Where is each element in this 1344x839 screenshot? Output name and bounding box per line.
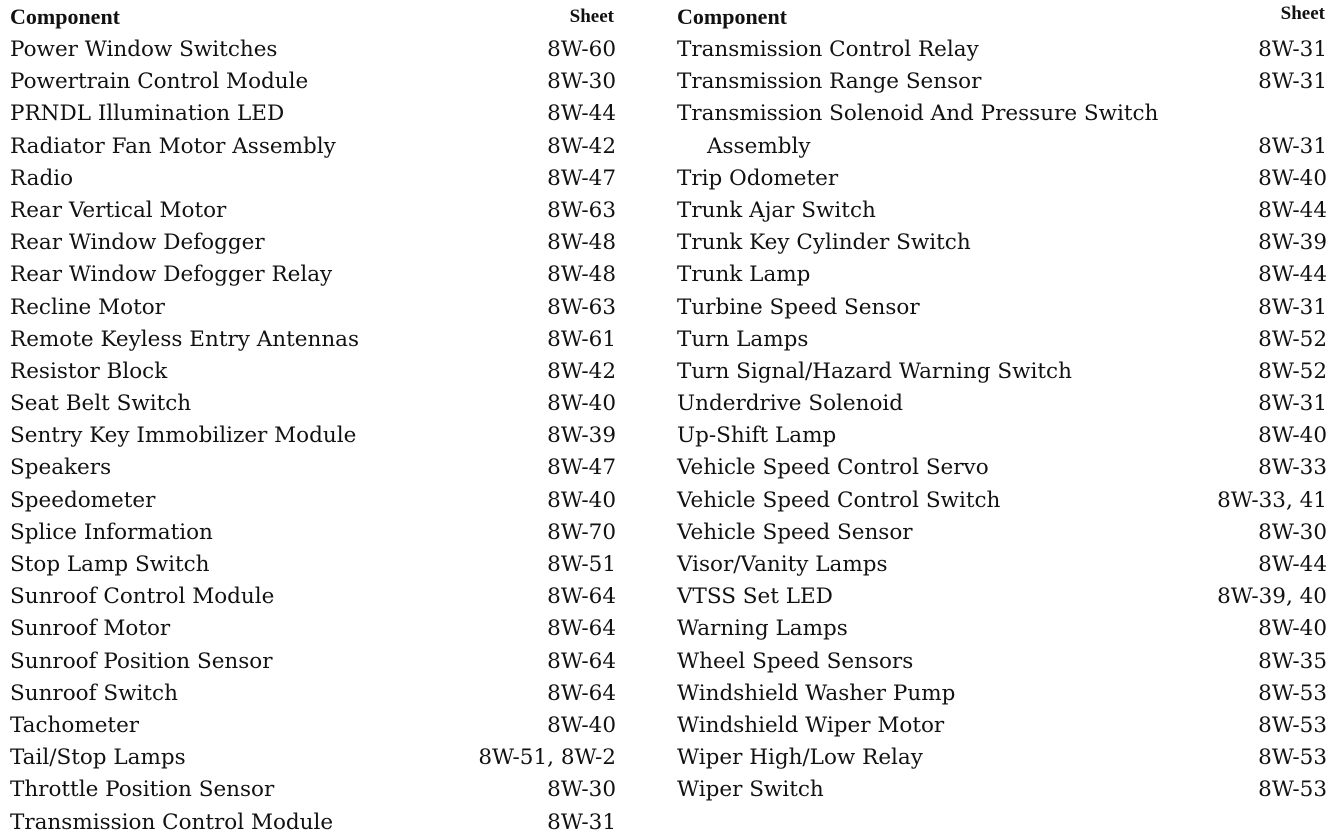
- dot-leader: [119, 473, 539, 474]
- dot-leader: [896, 570, 1251, 571]
- index-entry: [677, 742, 1327, 774]
- index-entry: [10, 98, 616, 130]
- component-name: Vehicle Speed Control Servo: [677, 455, 989, 481]
- sheet-ref: 8W-64: [547, 616, 616, 642]
- sheet-ref: 8W-39: [1258, 230, 1327, 256]
- component-name: Wiper Switch: [677, 777, 824, 803]
- column-header: [10, 0, 616, 34]
- dot-leader: [952, 731, 1250, 732]
- sheet-ref: 8W-44: [1258, 197, 1327, 223]
- index-entry: [677, 34, 1327, 66]
- dot-leader: [199, 409, 539, 410]
- dot-leader: [818, 280, 1250, 281]
- dot-leader: [928, 313, 1251, 314]
- dot-leader: [997, 473, 1251, 474]
- header-component: Component: [677, 4, 788, 29]
- component-name: Splice Information: [10, 519, 213, 545]
- sheet-ref: 8W-47: [547, 165, 616, 191]
- dot-leader: [273, 248, 540, 249]
- component-name: Speakers: [10, 455, 112, 481]
- dot-leader: [285, 55, 539, 56]
- dot-leader: [931, 763, 1250, 764]
- component-name: Throttle Position Sensor: [10, 777, 275, 803]
- sheet-ref: 8W-31: [1258, 294, 1327, 320]
- sheet-ref: 8W-53: [1258, 680, 1327, 706]
- index-entry: [10, 581, 616, 613]
- component-name: Trip Odometer: [677, 165, 839, 191]
- sheet-ref: 8W-64: [547, 680, 616, 706]
- component-name: Transmission Range Sensor: [677, 69, 982, 95]
- component-name: Sunroof Position Sensor: [10, 648, 273, 674]
- dot-leader: [178, 634, 539, 635]
- index-entry: [677, 66, 1327, 98]
- component-name: Up-Shift Lamp: [677, 423, 837, 449]
- index-entry: [677, 420, 1327, 452]
- dot-leader: [987, 55, 1250, 56]
- dot-leader: [832, 795, 1250, 796]
- index-entry: [677, 98, 1327, 130]
- index-entry: [677, 227, 1327, 259]
- index-entry: [10, 66, 616, 98]
- index-entry: [10, 452, 616, 484]
- dot-leader: [282, 795, 539, 796]
- component-name: Vehicle Speed Sensor: [677, 519, 913, 545]
- dot-leader: [367, 345, 539, 346]
- sheet-ref: 8W-33, 41: [1217, 487, 1327, 513]
- component-name: Transmission Control Module: [10, 809, 334, 835]
- index-entry: [10, 646, 616, 678]
- entry-list: [10, 34, 616, 839]
- index-entry: [10, 420, 616, 452]
- sheet-ref: 8W-40: [1258, 423, 1327, 449]
- entry-list: [677, 34, 1327, 807]
- index-column-right: [677, 0, 1327, 807]
- index-entry: [677, 774, 1327, 806]
- dot-leader: [364, 441, 539, 442]
- sheet-ref: 8W-31: [1258, 391, 1327, 417]
- index-entry: [10, 259, 616, 291]
- sheet-ref: 8W-63: [547, 197, 616, 223]
- index-entry: [10, 807, 616, 839]
- sheet-ref: 8W-64: [547, 648, 616, 674]
- component-name: Sunroof Motor: [10, 616, 171, 642]
- component-name: Transmission Solenoid And Pressure Switch: [677, 101, 1159, 127]
- dot-leader: [173, 313, 539, 314]
- component-name: Trunk Ajar Switch: [677, 197, 876, 223]
- sheet-ref: 8W-39, 40: [1217, 584, 1327, 610]
- dot-leader: [234, 216, 539, 217]
- component-name: VTSS Set LED: [677, 584, 833, 610]
- component-name: Vehicle Speed Control Switch: [677, 487, 1001, 513]
- component-name: Windshield Wiper Motor: [677, 712, 945, 738]
- sheet-ref: 8W-40: [547, 712, 616, 738]
- dot-leader: [340, 280, 539, 281]
- component-name: Rear Vertical Motor: [10, 197, 227, 223]
- dot-leader: [856, 634, 1250, 635]
- sheet-ref: 8W-31: [1258, 69, 1327, 95]
- dot-leader: [1008, 506, 1209, 507]
- sheet-ref: 8W-40: [547, 391, 616, 417]
- sheet-ref: 8W-53: [1258, 712, 1327, 738]
- index-entry: [677, 646, 1327, 678]
- dot-leader: [911, 409, 1250, 410]
- dot-leader: [921, 667, 1250, 668]
- index-entry: [677, 324, 1327, 356]
- index-entry: [677, 292, 1327, 324]
- sheet-ref: 8W-42: [547, 133, 616, 159]
- header-component: Component: [10, 4, 121, 29]
- component-name: Tail/Stop Lamps: [10, 745, 186, 771]
- sheet-ref: 8W-63: [547, 294, 616, 320]
- dot-leader: [979, 248, 1250, 249]
- component-name: Sunroof Control Module: [10, 584, 275, 610]
- index-entry: [10, 710, 616, 742]
- dot-leader: [989, 87, 1250, 88]
- dot-leader: [281, 667, 540, 668]
- sheet-ref: 8W-30: [547, 777, 616, 803]
- component-name: PRNDL Illumination LED: [10, 101, 285, 127]
- component-name: Sunroof Switch: [10, 680, 178, 706]
- dot-leader: [819, 152, 1251, 153]
- component-name: Speedometer: [10, 487, 156, 513]
- component-name: Trunk Lamp: [677, 262, 811, 288]
- component-name: Radiator Fan Motor Assembly: [10, 133, 336, 159]
- index-entry: [677, 388, 1327, 420]
- index-entry: [10, 517, 616, 549]
- index-entry: [10, 131, 616, 163]
- component-name: Warning Lamps: [677, 616, 848, 642]
- dot-leader: [194, 763, 471, 764]
- dot-leader: [921, 538, 1251, 539]
- sheet-ref: 8W-47: [547, 455, 616, 481]
- index-entry: [10, 485, 616, 517]
- index-entry: [677, 452, 1327, 484]
- dot-leader: [221, 538, 539, 539]
- index-entry: [677, 517, 1327, 549]
- component-name: Radio: [10, 165, 74, 191]
- sheet-ref: 8W-48: [547, 230, 616, 256]
- index-entry: [10, 195, 616, 227]
- sheet-ref: 8W-48: [547, 262, 616, 288]
- sheet-ref: 8W-42: [547, 358, 616, 384]
- sheet-ref: 8W-30: [547, 69, 616, 95]
- sheet-ref: 8W-31: [547, 809, 616, 835]
- component-name: Powertrain Control Module: [10, 69, 309, 95]
- component-name: Transmission Control Relay: [677, 37, 979, 62]
- dot-leader: [218, 570, 540, 571]
- index-entry: [677, 356, 1327, 388]
- component-name: Rear Window Defogger: [10, 230, 265, 256]
- index-entry: [10, 678, 616, 710]
- component-name: Assembly: [707, 133, 811, 159]
- component-name: Stop Lamp Switch: [10, 552, 210, 577]
- sheet-ref: 8W-70: [547, 519, 616, 545]
- index-entry: [10, 324, 616, 356]
- sheet-ref: 8W-64: [547, 584, 616, 610]
- index-entry: [677, 613, 1327, 645]
- index-entry: [10, 292, 616, 324]
- header-sheet: Sheet: [569, 6, 614, 27]
- index-entry: [677, 259, 1327, 291]
- index-entry: [677, 710, 1327, 742]
- sheet-ref: 8W-30: [1258, 519, 1327, 545]
- index-entry: [10, 163, 616, 195]
- sheet-ref: 8W-60: [547, 37, 616, 62]
- index-entry: [10, 34, 616, 66]
- component-name: Underdrive Solenoid: [677, 391, 904, 417]
- component-name: Turbine Speed Sensor: [677, 294, 920, 320]
- dot-leader: [316, 87, 539, 88]
- index-entry: [10, 742, 616, 774]
- index-entry: [677, 131, 1327, 163]
- component-name: Windshield Washer Pump: [677, 680, 956, 706]
- dot-leader: [147, 731, 539, 732]
- dot-leader: [844, 441, 1250, 442]
- component-name: Wheel Speed Sensors: [677, 648, 914, 674]
- index-entry: [10, 227, 616, 259]
- index-entry: [677, 163, 1327, 195]
- component-name: Sentry Key Immobilizer Module: [10, 423, 357, 449]
- dot-leader: [341, 828, 539, 829]
- dot-leader: [963, 699, 1250, 700]
- dot-leader: [816, 345, 1250, 346]
- sheet-ref: 8W-35: [1258, 648, 1327, 674]
- component-name: Wiper High/Low Relay: [677, 745, 923, 771]
- index-entry: [10, 388, 616, 420]
- component-name: Rear Window Defogger Relay: [10, 262, 333, 288]
- index-entry: [677, 581, 1327, 613]
- sheet-ref: 8W-51: [547, 552, 616, 577]
- sheet-ref: 8W-33: [1258, 455, 1327, 481]
- index-entry: [677, 195, 1327, 227]
- sheet-ref: 8W-53: [1258, 745, 1327, 771]
- index-entry: [10, 356, 616, 388]
- index-entry: [677, 485, 1327, 517]
- component-name: Resistor Block: [10, 358, 168, 384]
- dot-leader: [344, 152, 539, 153]
- dot-leader: [81, 184, 539, 185]
- column-header: [677, 0, 1327, 34]
- sheet-ref: 8W-39: [547, 423, 616, 449]
- sheet-ref: 8W-53: [1258, 777, 1327, 803]
- index-entry: [677, 549, 1327, 581]
- dot-leader: [175, 377, 539, 378]
- component-name: Visor/Vanity Lamps: [677, 552, 888, 577]
- dot-leader: [163, 506, 539, 507]
- dot-leader: [1080, 377, 1250, 378]
- index-entry: [677, 678, 1327, 710]
- dot-leader: [846, 184, 1250, 185]
- index-entry: [10, 613, 616, 645]
- index-entry: [10, 774, 616, 806]
- sheet-ref: 8W-44: [1258, 552, 1327, 577]
- dot-leader: [292, 119, 539, 120]
- component-name: Turn Signal/Hazard Warning Switch: [677, 358, 1072, 384]
- sheet-ref: 8W-31: [1258, 133, 1327, 159]
- sheet-ref: 8W-40: [1258, 165, 1327, 191]
- component-name: Turn Lamps: [677, 326, 809, 352]
- component-name: Tachometer: [10, 712, 140, 738]
- sheet-ref: 8W-40: [1258, 616, 1327, 642]
- sheet-ref: 8W-51, 8W-2: [478, 745, 616, 771]
- sheet-ref: 8W-44: [1258, 262, 1327, 288]
- sheet-ref: 8W-31: [1258, 37, 1327, 62]
- header-sheet: Sheet: [1280, 3, 1325, 24]
- component-name: Recline Motor: [10, 294, 165, 320]
- sheet-ref: 8W-61: [547, 326, 616, 352]
- index-column-left: [10, 0, 616, 839]
- sheet-ref: 8W-40: [547, 487, 616, 513]
- dot-leader: [186, 699, 539, 700]
- component-name: Power Window Switches: [10, 37, 278, 62]
- sheet-ref: 8W-44: [547, 101, 616, 127]
- dot-leader: [884, 216, 1250, 217]
- sheet-ref: 8W-52: [1258, 358, 1327, 384]
- index-entry: [10, 549, 616, 581]
- component-name: Remote Keyless Entry Antennas: [10, 326, 360, 352]
- component-name: Seat Belt Switch: [10, 391, 192, 417]
- sheet-ref: 8W-52: [1258, 326, 1327, 352]
- dot-leader: [841, 602, 1209, 603]
- dot-leader: [282, 602, 539, 603]
- component-name: Trunk Key Cylinder Switch: [677, 230, 971, 256]
